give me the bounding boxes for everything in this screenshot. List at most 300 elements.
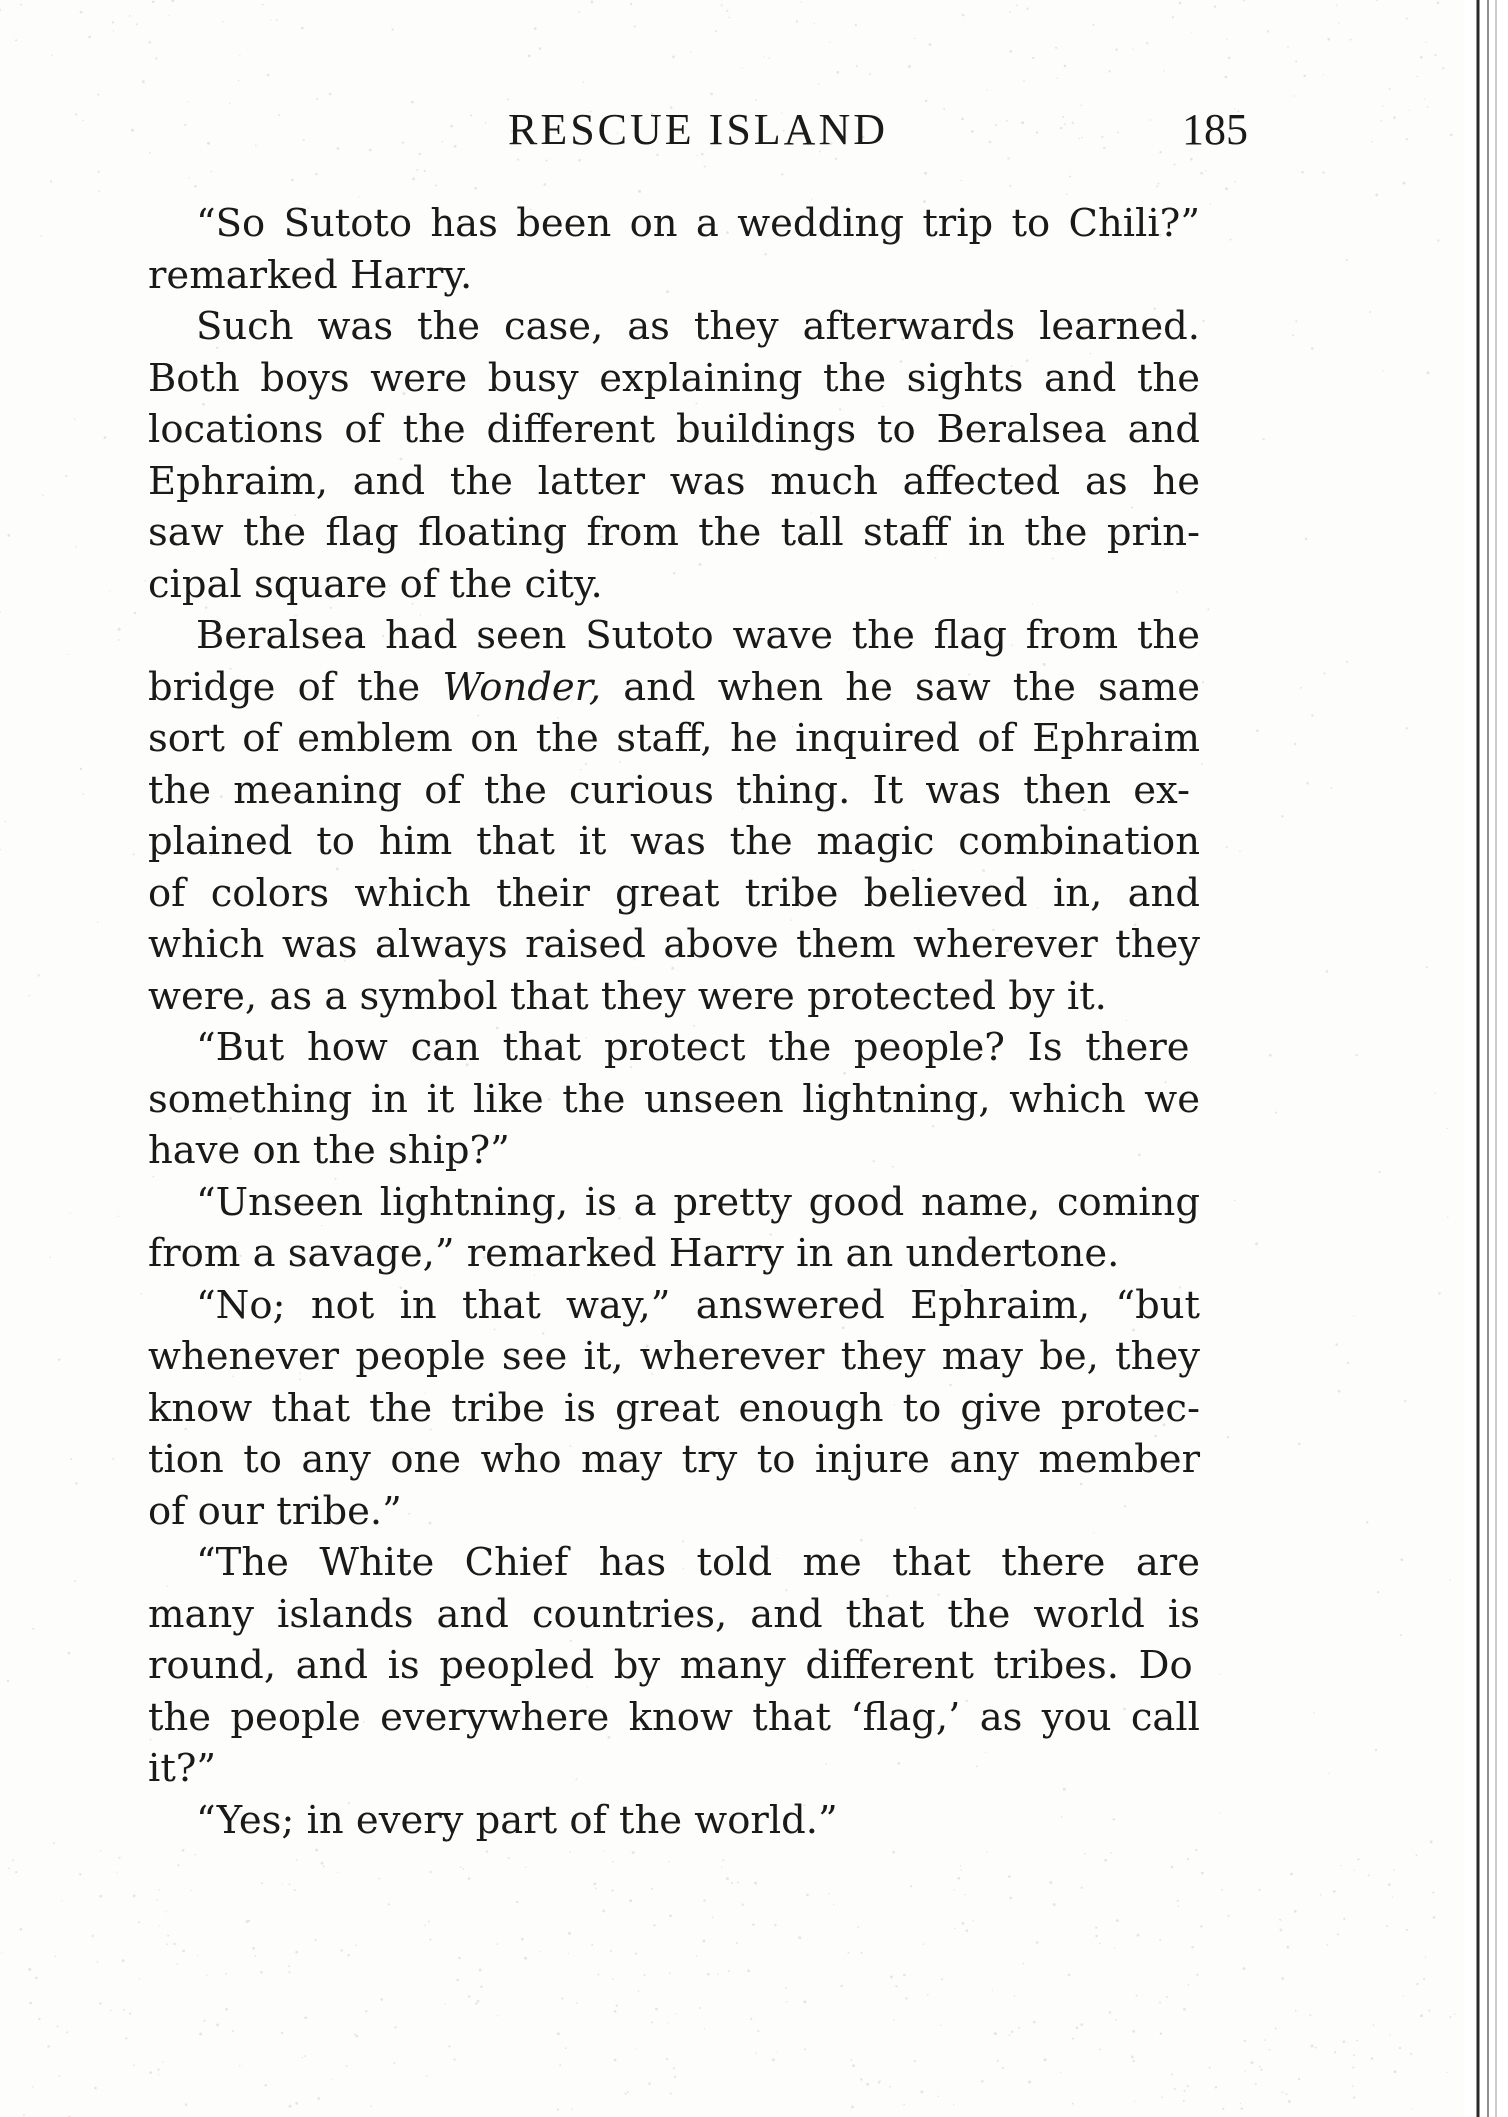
text-line: round, and is peopled by many different tribes. Do — [148, 1643, 1193, 1688]
paper-speck — [1438, 1292, 1441, 1295]
paper-speck — [1174, 2088, 1176, 2090]
paper-speck — [289, 1883, 291, 1885]
paper-speck — [1287, 46, 1289, 48]
paper-speck — [755, 2052, 757, 2054]
paper-speck — [1320, 1894, 1322, 1896]
paper-speck — [1222, 2108, 1224, 2110]
paper-speck — [125, 2037, 127, 2039]
paper-speck — [557, 2032, 560, 2035]
paper-speck — [524, 1957, 527, 1960]
paper-speck — [0, 849, 1, 851]
paper-speck — [801, 1, 802, 2]
paper-speck — [122, 1959, 125, 1962]
paper-speck — [908, 65, 911, 68]
paper-speck — [981, 2080, 984, 2083]
text-line: of our tribe.” — [148, 1488, 402, 1534]
paper-speck — [1392, 1896, 1393, 1897]
paper-speck — [954, 1889, 955, 1890]
paper-speck — [583, 81, 585, 83]
paper-speck — [1243, 0, 1245, 2]
paper-speck — [171, 0, 174, 2]
paper-speck — [1191, 1946, 1193, 1948]
paper-speck — [1369, 311, 1371, 313]
paper-speck — [152, 1, 155, 4]
paper-speck — [1200, 172, 1203, 175]
paper-speck — [182, 1950, 185, 1953]
paper-speck — [923, 1943, 925, 1945]
paper-speck — [426, 2075, 428, 2077]
paper-speck — [774, 1924, 776, 1926]
paper-speck — [889, 2086, 891, 2088]
paper-speck — [97, 171, 99, 173]
paper-speck — [347, 1954, 349, 1956]
paper-speck — [429, 1939, 431, 1941]
paper-speck — [1294, 95, 1295, 96]
paper-speck — [755, 99, 757, 101]
paper-speck — [1337, 1933, 1339, 1935]
paper-speck — [1335, 1343, 1337, 1345]
paper-speck — [728, 17, 730, 19]
paper-speck — [1110, 1852, 1112, 1854]
paper-speck — [1195, 1849, 1197, 1851]
paper-speck — [391, 28, 393, 30]
paper-speck — [806, 1894, 809, 1897]
paper-speck — [1346, 259, 1348, 261]
paper-speck — [1280, 1929, 1283, 1932]
paper-speck — [239, 2065, 240, 2066]
paper-speck — [1327, 38, 1330, 41]
paper-speck — [1447, 1216, 1448, 1217]
paper-speck — [928, 43, 931, 46]
paper-speck — [796, 20, 798, 22]
paper-speck — [458, 1957, 460, 1959]
paper-speck — [149, 41, 152, 44]
paper-speck — [722, 1859, 724, 1861]
paper-speck — [737, 1881, 739, 1883]
paper-speck — [20, 1928, 23, 1931]
paper-speck — [833, 1904, 834, 1905]
paper-speck — [149, 2071, 152, 2074]
paper-speck — [1255, 1242, 1258, 1245]
paper-speck — [670, 2093, 672, 2095]
paper-speck — [1023, 80, 1025, 82]
paper-speck — [203, 2020, 205, 2022]
paper-speck — [603, 1850, 604, 1851]
text-line-with-italic — [100, 662, 1200, 714]
paper-speck — [346, 2065, 348, 2067]
paper-speck — [232, 2030, 234, 2032]
paper-speck — [961, 180, 962, 181]
paper-speck — [653, 1924, 655, 1926]
paper-speck — [699, 2007, 701, 2009]
paper-speck — [211, 171, 213, 173]
paper-speck — [388, 1903, 390, 1905]
paper-speck — [131, 129, 134, 132]
paper-speck — [393, 2062, 395, 2064]
paper-speck — [1305, 537, 1308, 540]
paper-speck — [615, 2004, 617, 2006]
paper-speck — [1159, 2002, 1161, 2004]
paper-speck — [1403, 1995, 1404, 1996]
paper-speck — [994, 2032, 997, 2035]
paper-speck — [1380, 120, 1382, 122]
paper-speck — [166, 1943, 168, 1945]
paper-speck — [1099, 1943, 1101, 1945]
paper-speck — [1002, 2067, 1004, 2069]
paper-speck — [1311, 2045, 1314, 2048]
paper-speck — [525, 1867, 526, 1868]
paper-speck — [798, 1936, 801, 1939]
paper-speck — [75, 546, 76, 547]
paper-speck — [1115, 48, 1118, 51]
paper-speck — [453, 2058, 455, 2060]
paper-speck — [1420, 2014, 1423, 2017]
paper-speck — [139, 1978, 140, 1979]
paper-speck — [1234, 181, 1236, 183]
paper-speck — [270, 20, 271, 21]
paper-speck — [354, 2034, 356, 2036]
paper-speck — [1393, 116, 1396, 119]
paper-speck — [195, 1854, 197, 1856]
paper-speck — [1215, 2086, 1218, 2089]
paper-speck — [731, 1882, 733, 1884]
paper-speck — [133, 1894, 136, 1897]
paper-speck — [289, 2105, 292, 2108]
paper-speck — [1378, 1171, 1380, 1173]
paper-speck — [972, 1920, 973, 1921]
paper-speck — [118, 1857, 120, 1859]
paper-speck — [61, 1900, 62, 1901]
paper-speck — [1366, 1521, 1368, 1523]
paper-speck — [1446, 2072, 1447, 2073]
paragraph-2 — [148, 301, 1248, 610]
paper-speck — [960, 1866, 962, 1868]
paper-speck — [468, 1877, 471, 1880]
paper-speck — [1406, 1929, 1408, 1931]
paper-speck — [1432, 1892, 1434, 1894]
paper-speck — [252, 1947, 255, 1950]
paper-speck — [1099, 2048, 1101, 2050]
paper-speck — [1114, 1948, 1115, 1949]
paper-speck — [429, 1871, 431, 1873]
paper-speck — [246, 1920, 249, 1923]
paper-speck — [99, 1895, 102, 1898]
paper-speck — [117, 1871, 118, 1872]
paper-speck — [477, 2000, 480, 2003]
paper-speck — [0, 612, 1, 614]
paper-speck — [1055, 47, 1057, 49]
paper-speck — [568, 1953, 569, 1954]
paper-speck — [355, 1944, 357, 1946]
paper-speck — [866, 2083, 869, 2086]
paper-speck — [113, 30, 114, 31]
page-number: 185 — [1182, 105, 1248, 154]
paper-speck — [134, 612, 136, 614]
paper-speck — [1267, 30, 1269, 32]
paper-speck — [91, 1935, 93, 1937]
paper-speck — [1132, 2060, 1134, 2062]
paper-speck — [38, 2018, 40, 2020]
paper-speck — [1292, 334, 1294, 336]
paper-speck — [857, 1926, 859, 1928]
paper-speck — [559, 2064, 561, 2066]
paper-speck — [1394, 2070, 1397, 2073]
paper-speck — [690, 51, 691, 52]
paper-speck — [1196, 1974, 1198, 1976]
paper-speck — [1386, 1925, 1388, 1927]
paper-speck — [1424, 98, 1425, 99]
paper-speck — [1201, 1872, 1204, 1875]
paper-speck — [703, 1899, 705, 1901]
paper-speck — [591, 1, 594, 4]
paper-speck — [878, 2081, 880, 2083]
paper-speck — [879, 2080, 881, 2082]
paper-speck — [315, 173, 317, 175]
paper-speck — [1328, 1773, 1329, 1774]
paper-speck — [903, 1974, 906, 1977]
paper-speck — [166, 1911, 167, 1912]
paper-speck — [140, 1293, 142, 1295]
paper-speck — [1227, 39, 1228, 40]
paper-speck — [1306, 782, 1309, 785]
paper-speck — [673, 2067, 675, 2069]
paper-speck — [828, 1893, 830, 1895]
paper-speck — [992, 1990, 993, 1991]
paper-speck — [474, 187, 477, 190]
paper-speck — [1333, 1890, 1336, 1893]
paper-speck — [1016, 5, 1018, 7]
paper-speck — [1275, 1111, 1277, 1113]
paper-speck — [1311, 347, 1314, 350]
paper-speck — [222, 21, 223, 22]
paragraph-5 — [148, 1177, 1248, 1280]
paper-speck — [890, 1975, 893, 1978]
paper-speck — [82, 793, 84, 795]
paper-speck — [1240, 2103, 1241, 2104]
paper-speck — [1301, 171, 1304, 174]
paper-speck — [1352, 2067, 1354, 2069]
paper-speck — [1264, 2039, 1266, 2041]
paper-speck — [747, 1969, 750, 1972]
paper-speck — [1163, 70, 1164, 71]
paper-speck — [480, 1985, 483, 1988]
paper-speck — [1172, 16, 1174, 18]
paper-speck — [1406, 18, 1408, 20]
paper-speck — [281, 1883, 282, 1884]
paper-speck — [1288, 2100, 1291, 2103]
paper-speck — [627, 2091, 629, 2093]
paper-speck — [295, 2102, 298, 2105]
paper-speck — [155, 57, 157, 59]
paper-speck — [65, 475, 67, 477]
paper-speck — [341, 1949, 343, 1951]
paper-speck — [1371, 141, 1373, 143]
paper-speck — [1340, 1865, 1341, 1866]
paper-speck — [1326, 970, 1329, 973]
text-line: many islands and countries, and that the world is — [148, 1591, 1200, 1637]
paper-speck — [40, 235, 42, 237]
paper-speck — [225, 2008, 228, 2011]
paper-speck — [75, 1482, 77, 1484]
paper-speck — [638, 190, 641, 193]
paper-speck — [836, 71, 839, 74]
paper-speck — [856, 65, 858, 67]
paper-speck — [82, 120, 84, 122]
paper-speck — [1368, 1874, 1370, 1876]
paper-speck — [1399, 2047, 1401, 2049]
text-line: “Yes; in every part of the world.” — [196, 1797, 838, 1843]
paper-speck — [1375, 194, 1378, 197]
paper-speck — [288, 1965, 290, 1967]
paper-speck — [337, 1871, 338, 1872]
paper-speck — [1255, 2083, 1257, 2085]
paper-speck — [1425, 42, 1426, 43]
paper-speck — [752, 1923, 754, 1925]
paper-speck — [1157, 183, 1159, 185]
paper-speck — [539, 1951, 540, 1952]
paper-speck — [1095, 1935, 1097, 1937]
paper-speck — [840, 1985, 842, 1987]
paper-speck — [1243, 1967, 1246, 1970]
paper-speck — [1228, 1915, 1230, 1917]
paper-speck — [910, 1885, 912, 1887]
paper-speck — [924, 172, 927, 175]
paper-speck — [0, 9, 1, 11]
paper-speck — [321, 1862, 324, 1865]
paper-speck — [571, 2108, 573, 2110]
paper-speck — [239, 55, 240, 56]
paper-speck — [860, 2078, 863, 2081]
paper-speck — [914, 2060, 916, 2062]
paper-speck — [1205, 170, 1206, 171]
paper-speck — [1434, 54, 1436, 56]
paper-speck — [1286, 1946, 1289, 1949]
paper-speck — [1009, 2034, 1011, 2036]
paper-speck — [5, 821, 7, 823]
paper-speck — [803, 2000, 806, 2003]
paper-speck — [576, 2002, 578, 2004]
paper-speck — [1095, 1927, 1097, 1929]
paper-speck — [80, 11, 83, 14]
paper-speck — [1056, 78, 1057, 79]
paper-speck — [462, 1868, 464, 1870]
paper-speck — [707, 1973, 710, 1976]
paper-speck — [1403, 182, 1406, 185]
paper-speck — [316, 98, 318, 100]
paper-speck — [651, 1888, 653, 1890]
paper-speck — [1014, 1996, 1015, 1997]
paper-speck — [1269, 2049, 1271, 2051]
paper-speck — [1137, 1934, 1140, 1937]
paper-speck — [1275, 2028, 1277, 2030]
paper-speck — [1416, 1983, 1418, 1985]
paper-speck — [74, 1580, 76, 1582]
paper-speck — [12, 1859, 14, 1861]
paper-speck — [612, 1861, 614, 1863]
paper-speck — [914, 38, 915, 39]
paper-speck — [329, 93, 332, 96]
ship-name-italic: Wonder, — [442, 664, 602, 710]
paper-speck — [1428, 2010, 1430, 2012]
paper-speck — [1269, 1054, 1272, 1057]
paper-speck — [1, 1953, 2, 1954]
paper-speck — [157, 2069, 159, 2071]
paper-speck — [32, 2086, 34, 2088]
paper-speck — [940, 2025, 942, 2027]
paper-speck — [1009, 1897, 1012, 1900]
paper-speck — [1425, 1956, 1427, 1958]
paper-speck — [267, 74, 270, 77]
paper-speck — [1347, 1362, 1349, 1364]
paper-speck — [1191, 31, 1192, 32]
paper-speck — [216, 2023, 219, 2026]
paragraph-8 — [148, 1795, 1248, 1847]
paper-speck — [1009, 50, 1012, 53]
paper-speck — [28, 1968, 31, 1971]
paper-speck — [177, 1963, 179, 1965]
paper-speck — [1405, 727, 1407, 729]
paper-speck — [1188, 1984, 1190, 1986]
paper-speck — [757, 2030, 759, 2032]
paper-speck — [539, 47, 542, 50]
paper-speck — [961, 1869, 963, 1871]
paper-speck — [378, 1878, 380, 1880]
paper-speck — [1187, 1858, 1189, 1860]
text-line: have on the ship?” — [148, 1128, 510, 1173]
paper-speck — [851, 2105, 854, 2108]
paper-speck — [611, 1889, 613, 1891]
paper-speck — [954, 1928, 955, 1929]
text-line: know that the tribe is great enough to give protec- — [148, 1385, 1200, 1431]
paper-speck — [74, 418, 76, 420]
paper-speck — [1214, 6, 1216, 8]
text-line: saw the flag floating from the tall staff in the prin- — [148, 510, 1200, 555]
paper-speck — [97, 1961, 99, 1963]
paper-speck — [742, 1903, 744, 1905]
paper-speck — [1450, 134, 1453, 137]
paper-speck — [785, 1987, 787, 1989]
body-text — [148, 198, 1248, 1846]
paper-speck — [925, 100, 927, 102]
paper-speck — [225, 1973, 227, 1975]
paper-speck — [667, 2022, 668, 2023]
paper-speck — [1356, 1054, 1358, 1056]
paper-speck — [612, 1978, 614, 1980]
paper-speck — [1376, 0, 1378, 1]
paper-speck — [1224, 76, 1227, 79]
paper-speck — [1029, 2081, 1031, 2083]
paper-speck — [68, 1652, 71, 1655]
paper-speck — [962, 14, 965, 17]
text-line: it?” — [148, 1746, 217, 1791]
paper-speck — [1382, 370, 1383, 371]
paper-speck — [786, 2001, 788, 2003]
paper-speck — [288, 1971, 290, 1973]
paper-speck — [317, 2097, 320, 2100]
text-segment: bridge of the — [148, 664, 443, 710]
paper-speck — [97, 94, 99, 96]
paper-speck — [1084, 1853, 1086, 1855]
paper-speck — [1179, 2, 1182, 5]
paper-speck — [1410, 2053, 1412, 2055]
paper-speck — [479, 1969, 482, 1972]
paper-speck — [1371, 2057, 1374, 2060]
paper-speck — [1343, 2040, 1346, 2043]
paper-speck — [1072, 2038, 1074, 2040]
text-line: “No; not in that way,” answered Ephraim, “but — [196, 1282, 1200, 1328]
text-line: were, as a symbol that they were protected by it. — [148, 973, 1107, 1019]
paper-speck — [1309, 2014, 1311, 2016]
